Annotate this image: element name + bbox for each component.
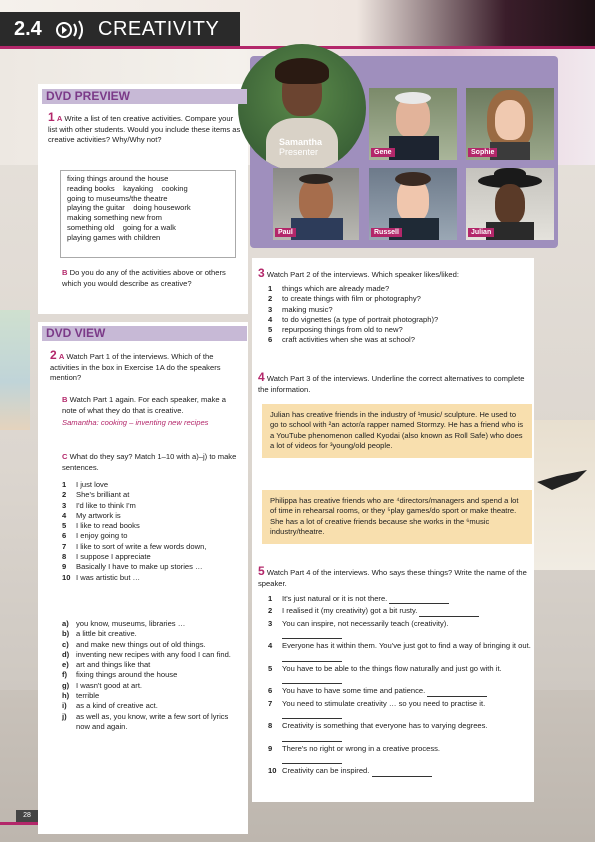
page-header <box>0 0 595 48</box>
list-item: 10 Creativity can be inspired. <box>268 766 532 776</box>
list-item: 4 My artwork is <box>62 510 121 520</box>
list-item: 5 You have to be able to the things flow naturally and just go with it. <box>268 664 532 685</box>
exercise-2a <box>50 350 242 384</box>
exercise-instruction: Watch Part 2 of the interviews. Which speaker likes/liked: <box>266 270 459 279</box>
list-item: 1 It's just natural or it is not there. <box>268 594 532 604</box>
list-item: b) a little bit creative. <box>62 629 137 639</box>
exercise-instruction: Watch Part 1 again. For each speaker, make a note of what they do that is creative. <box>62 395 226 415</box>
lesson-tag <box>0 12 240 46</box>
list-item: 2 She's brilliant at <box>62 490 130 500</box>
exercise-1a <box>48 112 244 146</box>
list-item: h) terrible <box>62 691 100 701</box>
answer-blank[interactable] <box>282 711 342 719</box>
list-item: 3 making music? <box>268 304 333 314</box>
exercise-letter: B <box>62 395 68 404</box>
match-list-numbered <box>62 480 244 583</box>
presenter-name: Samantha <box>279 137 323 147</box>
answer-blank[interactable] <box>389 596 449 604</box>
list-item: 4 to do vignettes (a type of portrait photograph)? <box>268 314 439 324</box>
list-item: 9 There's no right or wrong in a creative process. <box>268 744 532 765</box>
exercise-number: 4 <box>258 370 265 384</box>
list-item: 8 Creativity is something that everyone has to varying degrees. <box>268 721 532 742</box>
exercise-3-list <box>268 284 532 346</box>
presenter-role: Presenter <box>279 147 319 157</box>
answer-blank[interactable] <box>419 609 479 617</box>
list-item: d) inventing new recipes with any food I can find. <box>62 649 231 659</box>
box-line: going to museums/the theatre <box>67 193 168 203</box>
answer-blank[interactable] <box>282 654 342 662</box>
list-item: 6 You have to have some time and patience. <box>268 686 532 696</box>
list-item: 7 You need to stimulate creativity … so you need to practise it. <box>268 699 532 720</box>
exercise-letter: C <box>62 452 68 461</box>
section-heading-dvd-preview: DVD PREVIEW <box>42 89 247 104</box>
exercise-5 <box>258 566 532 589</box>
list-item: 10 I was artistic but … <box>62 572 141 582</box>
section-heading-dvd-view: DVD VIEW <box>42 326 247 341</box>
exercise-instruction: Watch Part 3 of the interviews. Underline the correct alternatives to complete the information. <box>258 374 525 394</box>
list-item: i) as a kind of creative act. <box>62 701 158 711</box>
list-item: 9 Basically I have to make up stories … <box>62 562 203 572</box>
exercise-number: 2 <box>50 348 57 362</box>
exercise-letter: A <box>58 352 65 361</box>
list-item: f) fixing things around the house <box>62 670 178 680</box>
exercise-letter: A <box>56 114 63 123</box>
list-item: 5 I like to read books <box>62 521 140 531</box>
lesson-title: CREATIVITY <box>98 18 220 40</box>
speaker-label-russell: Russell <box>371 228 402 237</box>
answer-blank[interactable] <box>282 676 342 684</box>
list-item: 4 Everyone has it within them. You've just got to find a way of bringing it out. <box>268 641 532 662</box>
exercise-number: 1 <box>48 110 55 124</box>
list-item: 7 I like to sort of write a few words down, <box>62 541 207 551</box>
exercise-instruction: What do they say? Match 1–10 with a)–j) to make sentences. <box>62 452 237 472</box>
answer-blank[interactable] <box>372 769 432 777</box>
footer-accent-line <box>0 822 38 825</box>
list-item: j) as well as, you know, write a few sort of lyrics now and again. <box>62 711 229 731</box>
list-item: g) I wasn't good at art. <box>62 680 143 690</box>
box-line: playing games with children <box>67 232 161 242</box>
list-item: a) you know, museums, libraries … <box>62 619 186 628</box>
list-item: 2 I realised it (my creativity) got a bit rusty. <box>268 606 532 616</box>
box-line: reading books kayaking cooking <box>67 183 188 193</box>
example-answer: Samantha: cooking – inventing new recipes <box>62 418 209 428</box>
speaker-wave-icon[interactable] <box>56 20 86 40</box>
exercise-letter: B <box>62 268 68 277</box>
list-item: 6 I enjoy going to <box>62 531 128 541</box>
list-item: 6 craft activities when she was at school? <box>268 335 415 345</box>
exercise-instruction: Write a list of ten creative activities. Compare your list with other students. Would you include these items as creative activities? Why/Why not? <box>48 114 241 145</box>
exercise-3 <box>258 268 532 281</box>
exercise-4 <box>258 372 532 395</box>
exercise-instruction: Watch Part 4 of the interviews. Who says these things? Write the name of the speaker. <box>258 568 527 588</box>
exercise-instruction: Do you do any of the activities above or others which you would describe as creative? <box>62 268 226 288</box>
speaker-label-paul: Paul <box>275 228 296 237</box>
page-number: 28 <box>16 810 38 822</box>
list-item: 5 repurposing things from old to new? <box>268 325 403 335</box>
list-item: 2 to create things with film or photography? <box>268 294 421 304</box>
exercise-2c <box>62 452 242 473</box>
list-item: 8 I suppose I appreciate <box>62 552 151 562</box>
exercise-number: 5 <box>258 564 265 578</box>
speaker-label-julian: Julian <box>468 228 494 237</box>
list-item: 3 I'd like to think I'm <box>62 500 136 510</box>
text-box-philippa: Philippa has creative friends who are ⁴directors/managers and spend a lot of time in rehearsal rooms, or they ⁵play games/do sport or make theatre. She has a lot of creative friends because she works in the ⁶music industry/theatre. <box>262 490 532 544</box>
speaker-label-sophie: Sophie <box>468 148 497 157</box>
box-line: fixing things around the house <box>67 174 169 183</box>
list-item: e) art and things like that <box>62 660 151 670</box>
box-line: making something new from <box>67 213 162 223</box>
answer-blank[interactable] <box>427 689 487 697</box>
speaker-label-gene: Gene <box>371 148 395 157</box>
answer-blank[interactable] <box>282 734 342 742</box>
presenter-label <box>279 137 322 157</box>
background-artwork-left <box>0 310 30 430</box>
exercise-5-list <box>268 594 532 779</box>
exercise-2b <box>62 395 242 429</box>
lesson-number: 2.4 <box>14 18 42 40</box>
exercise-1b <box>62 268 242 289</box>
list-item: 3 You can inspire, not necessarily teach (creativity). <box>268 619 532 640</box>
list-item: c) and make new things out of old things. <box>62 639 206 649</box>
box-line: playing the guitar doing housework <box>67 203 191 213</box>
list-item: 1 things which are already made? <box>268 284 390 293</box>
exercise-instruction: Watch Part 1 of the interviews. Which of the activities in the box in Exercise 1A do the speakers mention? <box>50 352 221 383</box>
answer-blank[interactable] <box>282 631 342 639</box>
exercise-number: 3 <box>258 266 265 280</box>
activity-word-box <box>60 170 236 258</box>
box-line: something old going for a walk <box>67 222 176 232</box>
list-item: 1 I just love <box>62 480 109 489</box>
background-artwork-right <box>533 420 595 570</box>
match-list-lettered <box>62 619 244 732</box>
answer-blank[interactable] <box>282 756 342 764</box>
text-box-julian: Julian has creative friends in the industry of ¹music/ sculpture. He used to go to school with ²an actor/a rapper named Stormzy. He has a friend who is a YouTube phenomenon called Kyodai (also known as Roll Safe) who does a lot of videos for ³young/old people. <box>262 404 532 458</box>
